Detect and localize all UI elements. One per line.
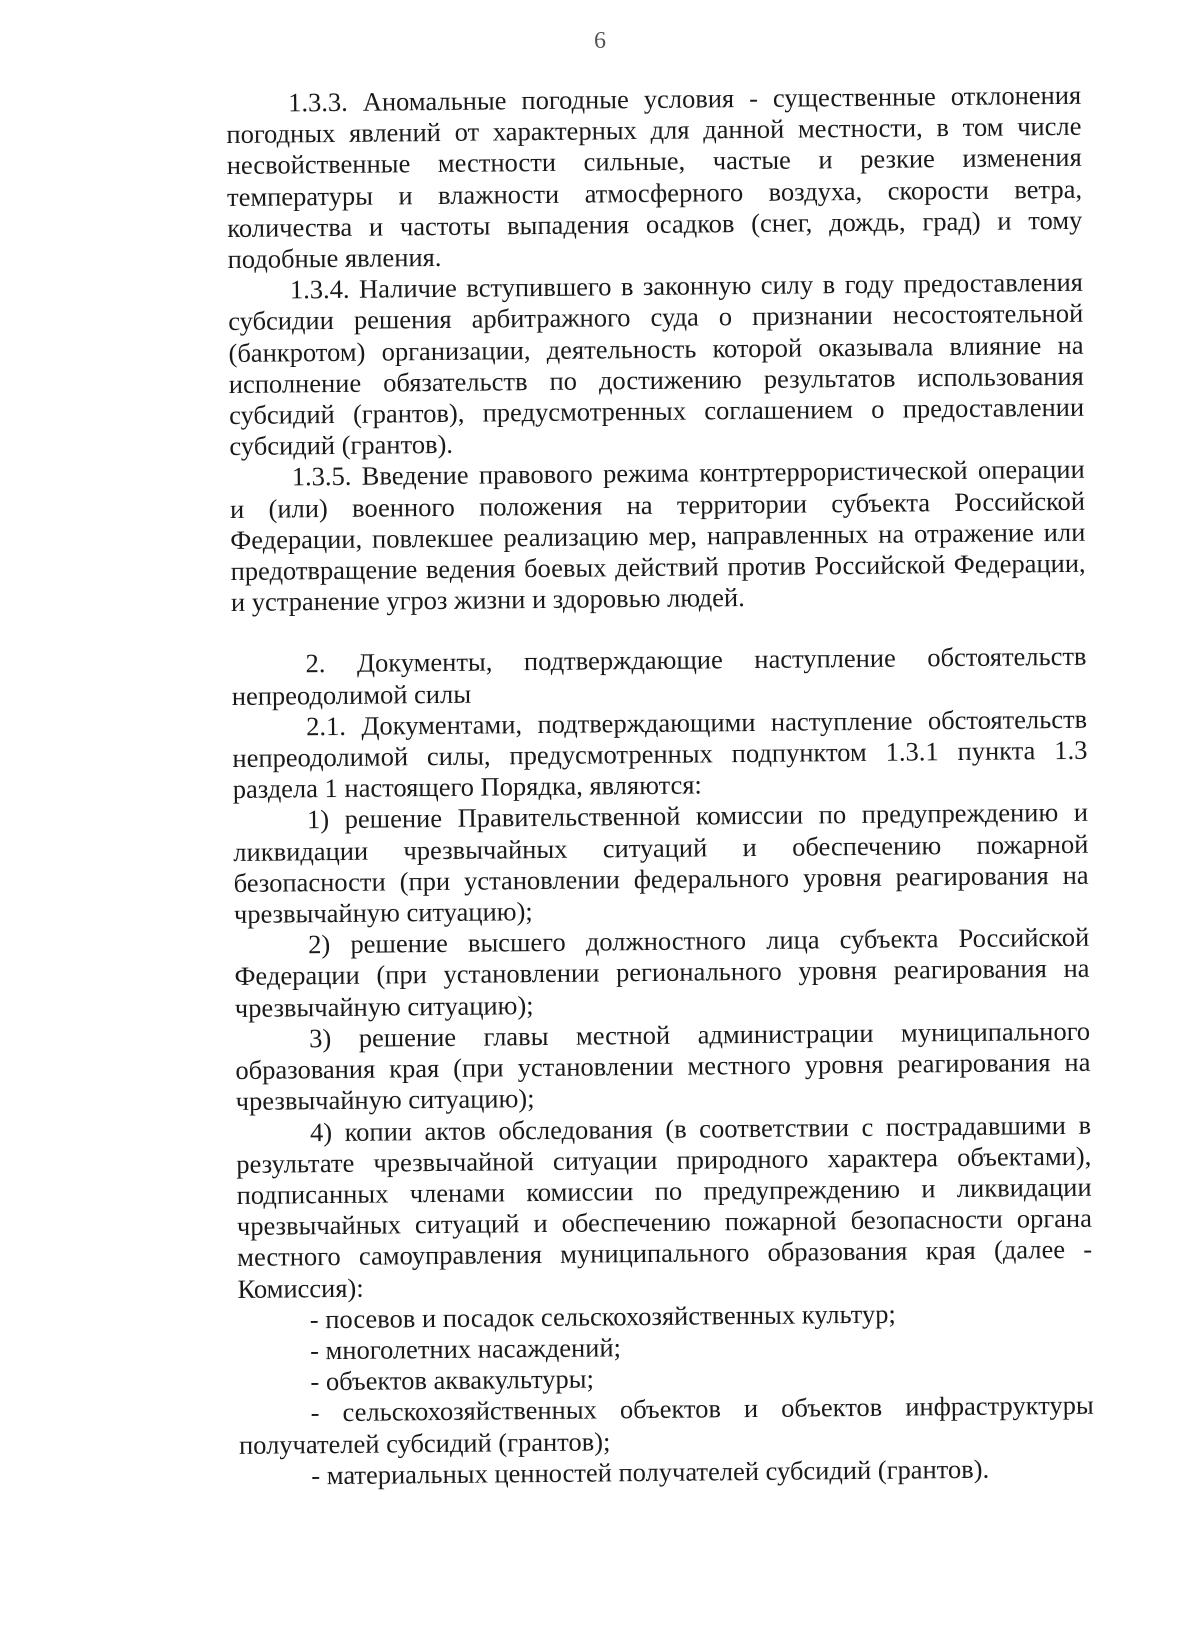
page-number: 6 [594,28,606,54]
section-2-heading: 2. Документы, подтверждающие наступление обстоятельств непреодолимой силы [231,641,1087,711]
list-item-3: 3) решение главы местной администрации муниципального образования края (при установлении местного уровня реагирования на чрезвычайную ситуацию); [235,1015,1091,1117]
paragraph-1-3-3: 1.3.3. Аномальные погодные условия - существенные отклонения погодных явлений от характерных для данной местности, в том числе несвойственные местности сильные, частые и резкие изменения температуры и влажности атмосферного воздуха, скорости ветра, количества и частоты выпадения осадков (снег, дождь, град) и тому подобные явления. [226,79,1083,275]
document-body [226,80,1094,1492]
dash-item-aquaculture: - объектов аквакультуры; [310,1363,595,1397]
list-item-2: 2) решение высшего должностного лица субъекта Российской Федерации (при установлении регионального уровня реагирования на чрезвычайную ситуацию); [234,922,1090,1023]
dash-item-crops: - посевов и посадок сельскохозяйственных культур; [309,1298,896,1334]
dash-item-material-values: - материальных ценностей получателей субсидий (грантов). [311,1453,990,1490]
list-item-4: 4) копии актов обследования (в соответствии с пострадавшими в результате чрезвычайной ситуации природного характера объектами), подписанных членами комиссии по предупреждению и ликвидации чрезвычайных ситуаций и обеспечению пожарной безопасности органа местного самоуправления муниципального образования края (далее - Комиссия): [236,1109,1093,1304]
dash-item-perennial-plantings: - многолетних насаждений; [309,1332,622,1366]
paragraph-2-1: 2.1. Документами, подтверждающими наступление обстоятельств непреодолимой силы, предусмотренных подпунктом 1.3.1 пункта 1.3 раздела 1 настоящего Порядка, являются: [232,703,1088,805]
paragraph-1-3-4: 1.3.4. Наличие вступившего в законную силу в году предоставления субсидии решения арбитражного суда о признании несостоятельной (банкротом) организации, деятельность которой оказывала влияние на исполнение обязательств по достижению результатов использования субсидий (грантов), предусмотренных соглашением о предоставлении субсидий (грантов). [228,267,1085,462]
dash-item-agricultural-objects: - сельскохозяйственных объектов и объектов инфраструктуры получателей субсидий (грантов); [238,1390,1094,1460]
paragraph-1-3-5: 1.3.5. Введение правового режима контртеррористической операции и (или) военного положения на территории субъекта Российской Федерации, повлекшее реализацию мер, направленных на отражение или предотвращение ведения боевых действий против Российской Федерации, и устранение угроз жизни и здоровью людей. [229,454,1086,618]
list-item-1: 1) решение Правительственной комиссии по предупреждению и ликвидации чрезвычайных ситуаций и обеспечению пожарной безопасности (при установлении федерального уровня реагирования на чрезвычайную ситуацию); [233,797,1089,930]
